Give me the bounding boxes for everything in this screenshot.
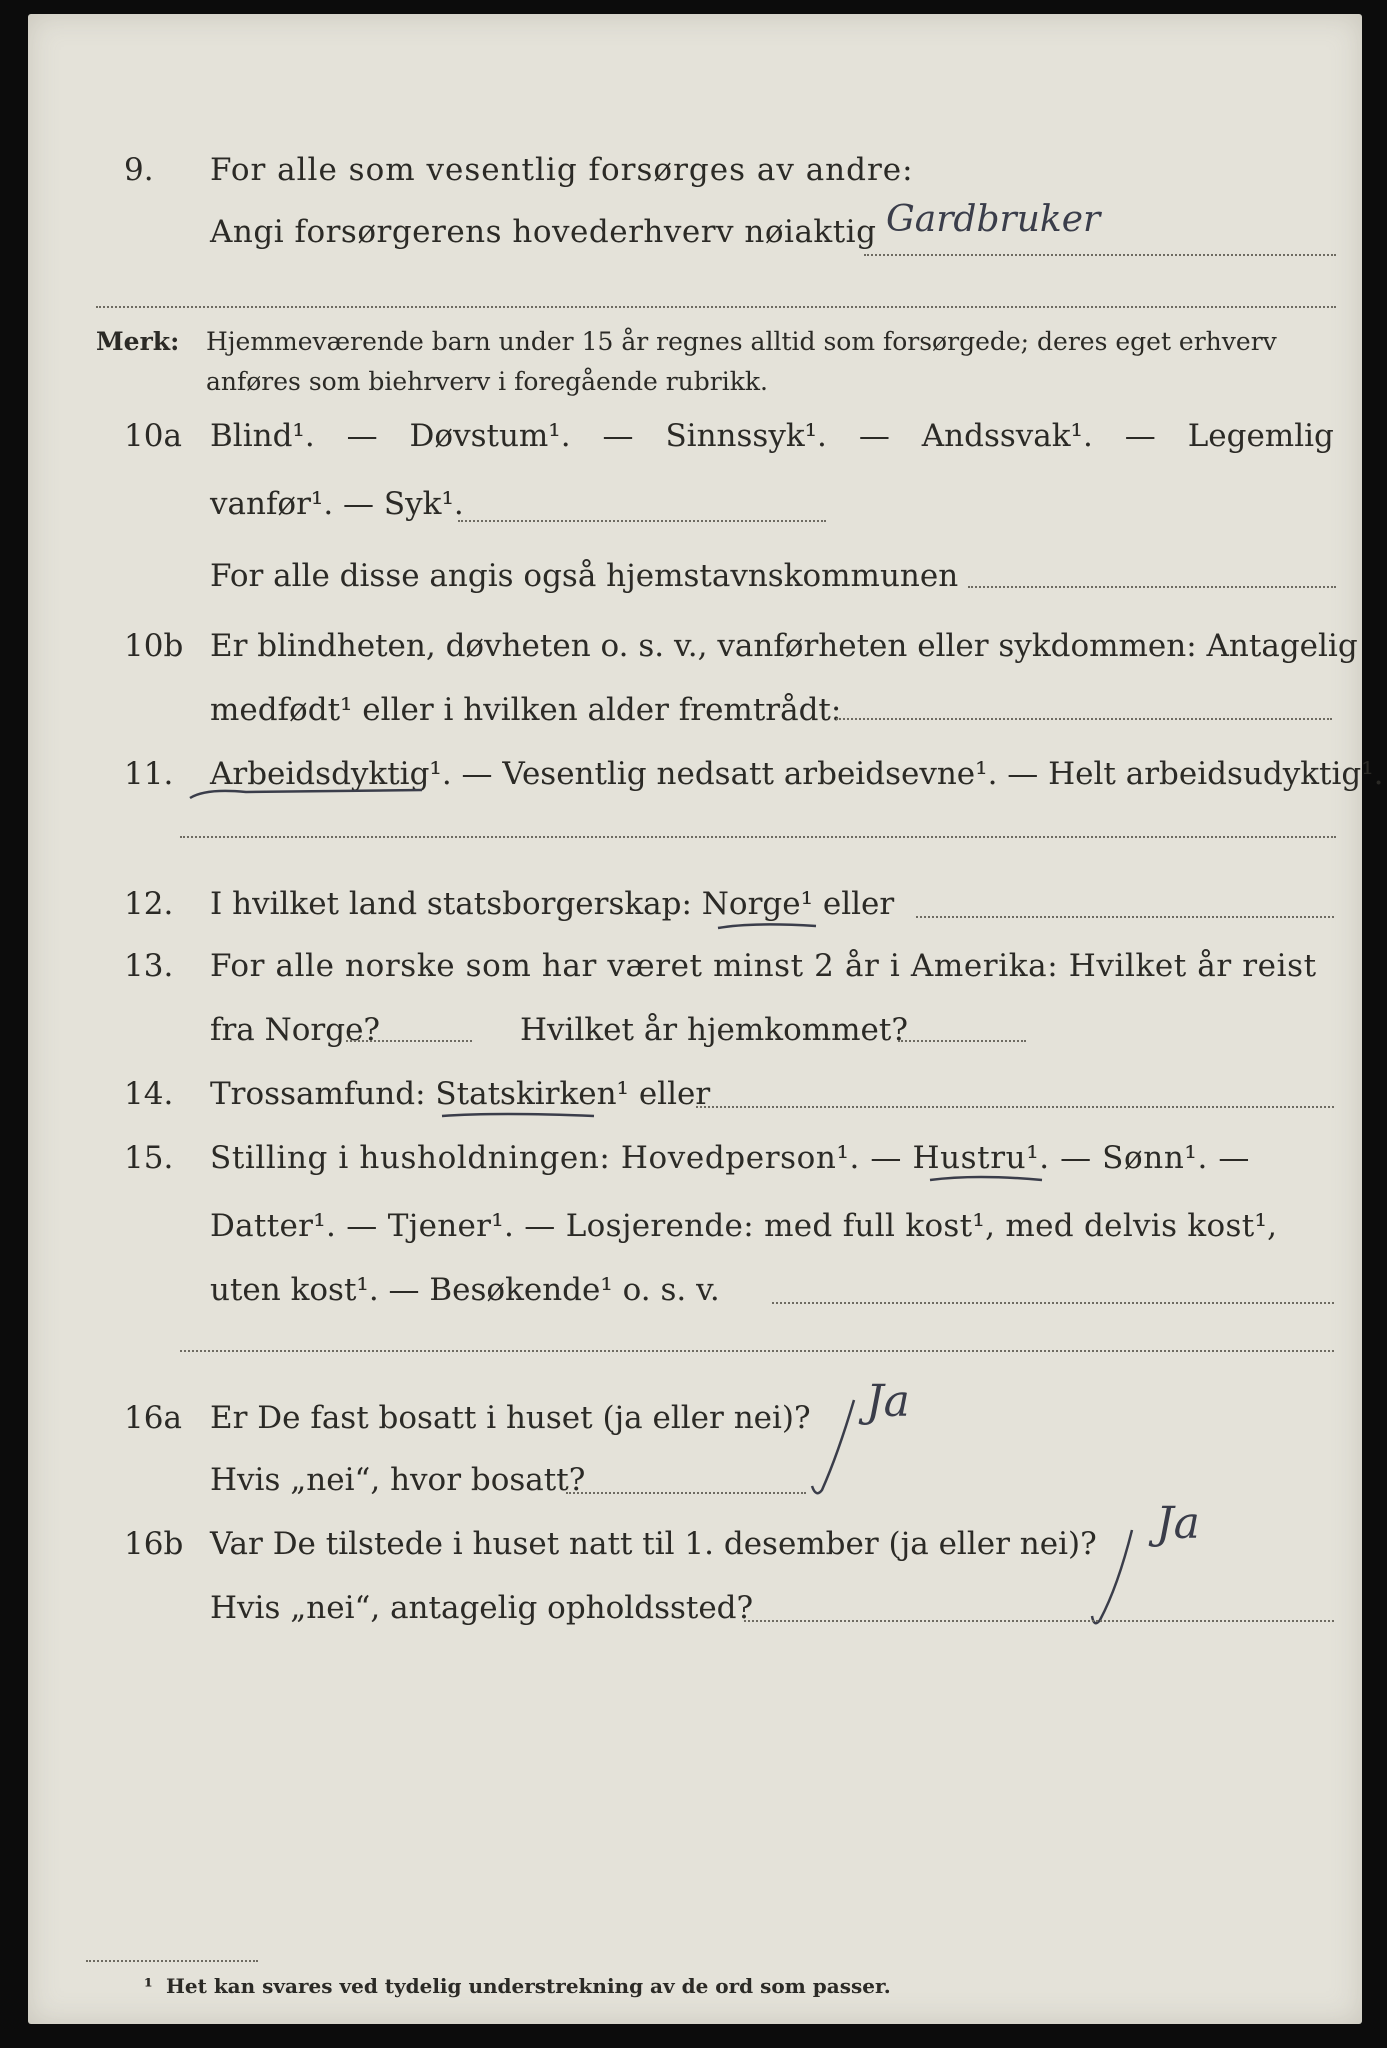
question-number: 10b: [124, 628, 184, 664]
question-text: Stilling i husholdningen: Hovedperson¹. — Hustru¹. — Sønn¹. —: [210, 1140, 1250, 1176]
question-text: Hvis „nei“, antagelig opholdssted?: [210, 1590, 754, 1626]
option-sinnssyk: Sinnssyk¹.: [665, 418, 827, 454]
footnote-divider: [86, 1960, 258, 1962]
question-text: For alle norske som har været minst 2 år i Amerika: Hvilket år reist: [210, 948, 1317, 984]
question-text: Hvis „nei“, hvor bosatt?: [210, 1462, 586, 1498]
note-merk: [96, 322, 1308, 362]
question-number: 16a: [124, 1400, 182, 1436]
footnote-text: Het kan svares ved tydelig understrekning av de ord som passer.: [166, 1974, 891, 1998]
answer-line: [898, 1040, 1026, 1042]
answer-line: [180, 836, 1336, 838]
note-label: Merk:: [96, 327, 180, 356]
note-text: Hjemmeværende barn under 15 år regnes alltid som forsørgede; deres eget erhverv: [206, 327, 1277, 356]
answer-line: [458, 520, 826, 522]
underline-mark: [186, 782, 426, 806]
handwritten-stroke: [808, 1394, 868, 1504]
answer-line: [180, 1350, 1334, 1352]
dash: —: [858, 418, 890, 454]
answer-line: [744, 1620, 1334, 1622]
option-dovstum: Døvstum¹.: [409, 418, 571, 454]
question-text: I hvilket land statsborgerskap: Norge¹ eller: [210, 886, 895, 922]
answer-line: [772, 1302, 1334, 1304]
question-number: 14.: [124, 1076, 174, 1112]
question-number: 15.: [124, 1140, 174, 1176]
answer-line: [566, 1492, 806, 1494]
underline-mark: [712, 916, 822, 936]
handwritten-answer: Ja: [866, 1376, 910, 1427]
option-legemlig: Legemlig: [1187, 418, 1334, 454]
question-text: fra Norge?: [210, 1012, 381, 1048]
question-text: uten kost¹. — Besøkende¹ o. s. v.: [210, 1272, 720, 1308]
question-text: medfødt¹ eller i hvilken alder fremtrådt:: [210, 692, 842, 728]
dash: —: [1124, 418, 1156, 454]
question-text: Var De tilstede i huset natt til 1. desember (ja eller nei)?: [210, 1526, 1097, 1562]
answer-line: [696, 1106, 1334, 1108]
footnote-mark: ¹: [144, 1974, 153, 1998]
question-text: Arbeidsdyktig¹. — Vesentlig nedsatt arbeidsevne¹. — Helt arbeidsudyktig¹.: [210, 756, 1384, 792]
note-text: anføres som biehrverv i foregående rubrikk.: [206, 367, 768, 396]
question-text: Trossamfund: Statskirken¹ eller: [210, 1076, 711, 1112]
question-number: 12.: [124, 886, 174, 922]
question-text: Hvilket år hjemkommet?: [520, 1012, 908, 1048]
divider-line: [96, 306, 1336, 308]
dash: —: [602, 418, 634, 454]
question-text: For alle disse angis også hjemstavnskommunen: [210, 558, 959, 594]
option-andssvak: Andssvak¹.: [921, 418, 1093, 454]
dash: —: [346, 418, 378, 454]
answer-line: [968, 586, 1336, 588]
answer-line: [836, 718, 1332, 720]
answer-line: [346, 1040, 472, 1042]
footnote: [144, 1966, 1356, 2006]
question-number: 16b: [124, 1526, 184, 1562]
note-merk-line-2: [206, 362, 1387, 402]
question-number: 11.: [124, 756, 174, 792]
census-form-page: [28, 14, 1384, 2024]
question-text: For alle som vesentlig forsørges av andre:: [210, 152, 914, 188]
answer-line: [916, 916, 1334, 918]
handwritten-answer: Ja: [1156, 1498, 1200, 1549]
handwritten-answer: Gardbruker: [886, 199, 1101, 240]
question-text: Datter¹. — Tjener¹. — Losjerende: med full kost¹, med delvis kost¹,: [210, 1208, 1278, 1244]
question-text: vanfør¹. — Syk¹.: [210, 486, 464, 522]
question-number: 13.: [124, 948, 174, 984]
question-text: Er blindheten, døvheten o. s. v., vanførheten eller sykdommen: Antagelig: [210, 628, 1358, 664]
question-options: [210, 416, 1334, 456]
underline-mark: [926, 1170, 1046, 1190]
question-number: 10a: [124, 418, 182, 454]
question-text: Angi forsørgerens hovederhverv nøiaktig: [210, 214, 877, 250]
option-blind: Blind¹.: [210, 418, 315, 454]
question-number: 9.: [124, 152, 154, 188]
question-text: Er De fast bosatt i huset (ja eller nei)?: [210, 1400, 811, 1436]
answer-line: [864, 254, 1336, 256]
underline-mark: [438, 1106, 598, 1126]
